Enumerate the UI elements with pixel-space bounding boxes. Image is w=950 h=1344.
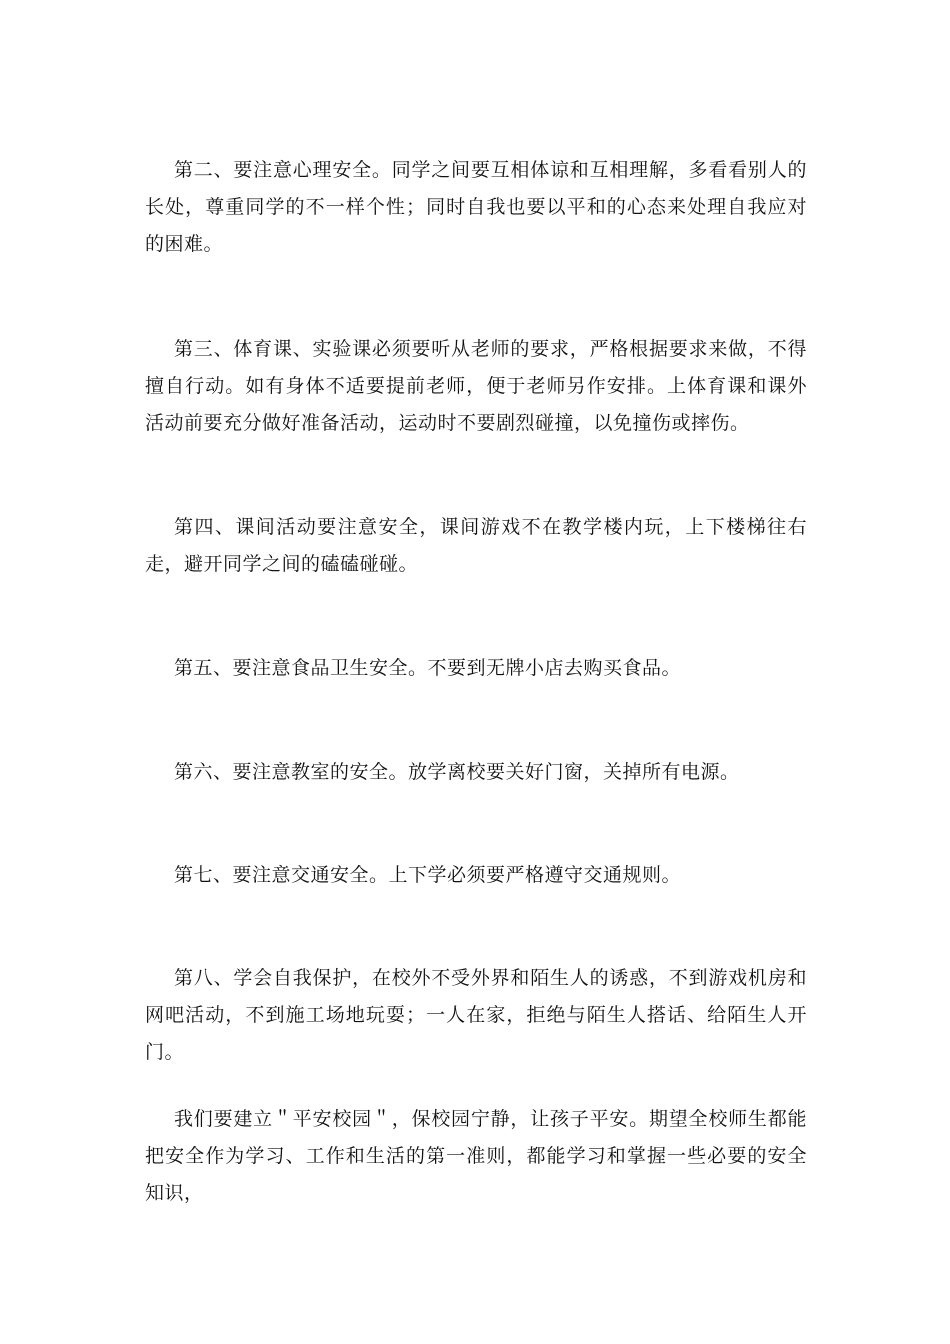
paragraph-food-safety: 第五、要注意食品卫生安全。不要到无牌小店去购买食品。 xyxy=(174,657,682,679)
paragraph-recess-activity: 第四、课间活动要注意安全，课间游戏不在教学楼内玩，上下楼梯往右走，避开同学之间的磕磕碰碰。 xyxy=(145,516,807,575)
paragraph-psychological-safety: 第二、要注意心理安全。同学之间要互相体谅和互相理解，多看看别人的长处，尊重同学的不一样个性；同时自我也要以平和的心态来处理自我应对的困难。 xyxy=(145,159,807,255)
paragraph-self-protection: 第八、学会自我保护，在校外不受外界和陌生人的诱惑，不到游戏机房和网吧活动，不到施工场地玩耍；一人在家，拒绝与陌生人搭话、给陌生人开门。 xyxy=(145,967,807,1063)
paragraph-traffic-safety: 第七、要注意交通安全。上下学必须要严格遵守交通规则。 xyxy=(174,864,682,886)
paragraph-classroom-safety: 第六、要注意教室的安全。放学离校要关好门窗，关掉所有电源。 xyxy=(174,761,740,783)
paragraph-safe-campus: 我们要建立＂平安校园＂，保校园宁静，让孩子平安。期望全校师生都能把安全作为学习、工作和生活的第一准则，都能学习和掌握一些必要的安全知识， xyxy=(145,1108,807,1204)
paragraph-pe-lab-class: 第三、体育课、实验课必须要听从老师的要求，严格根据要求来做，不得擅自行动。如有身体不适要提前老师，便于老师另作安排。上体育课和课外活动前要充分做好准备活动，运动时不要剧烈碰撞，以免撞伤或摔伤。 xyxy=(145,338,807,434)
